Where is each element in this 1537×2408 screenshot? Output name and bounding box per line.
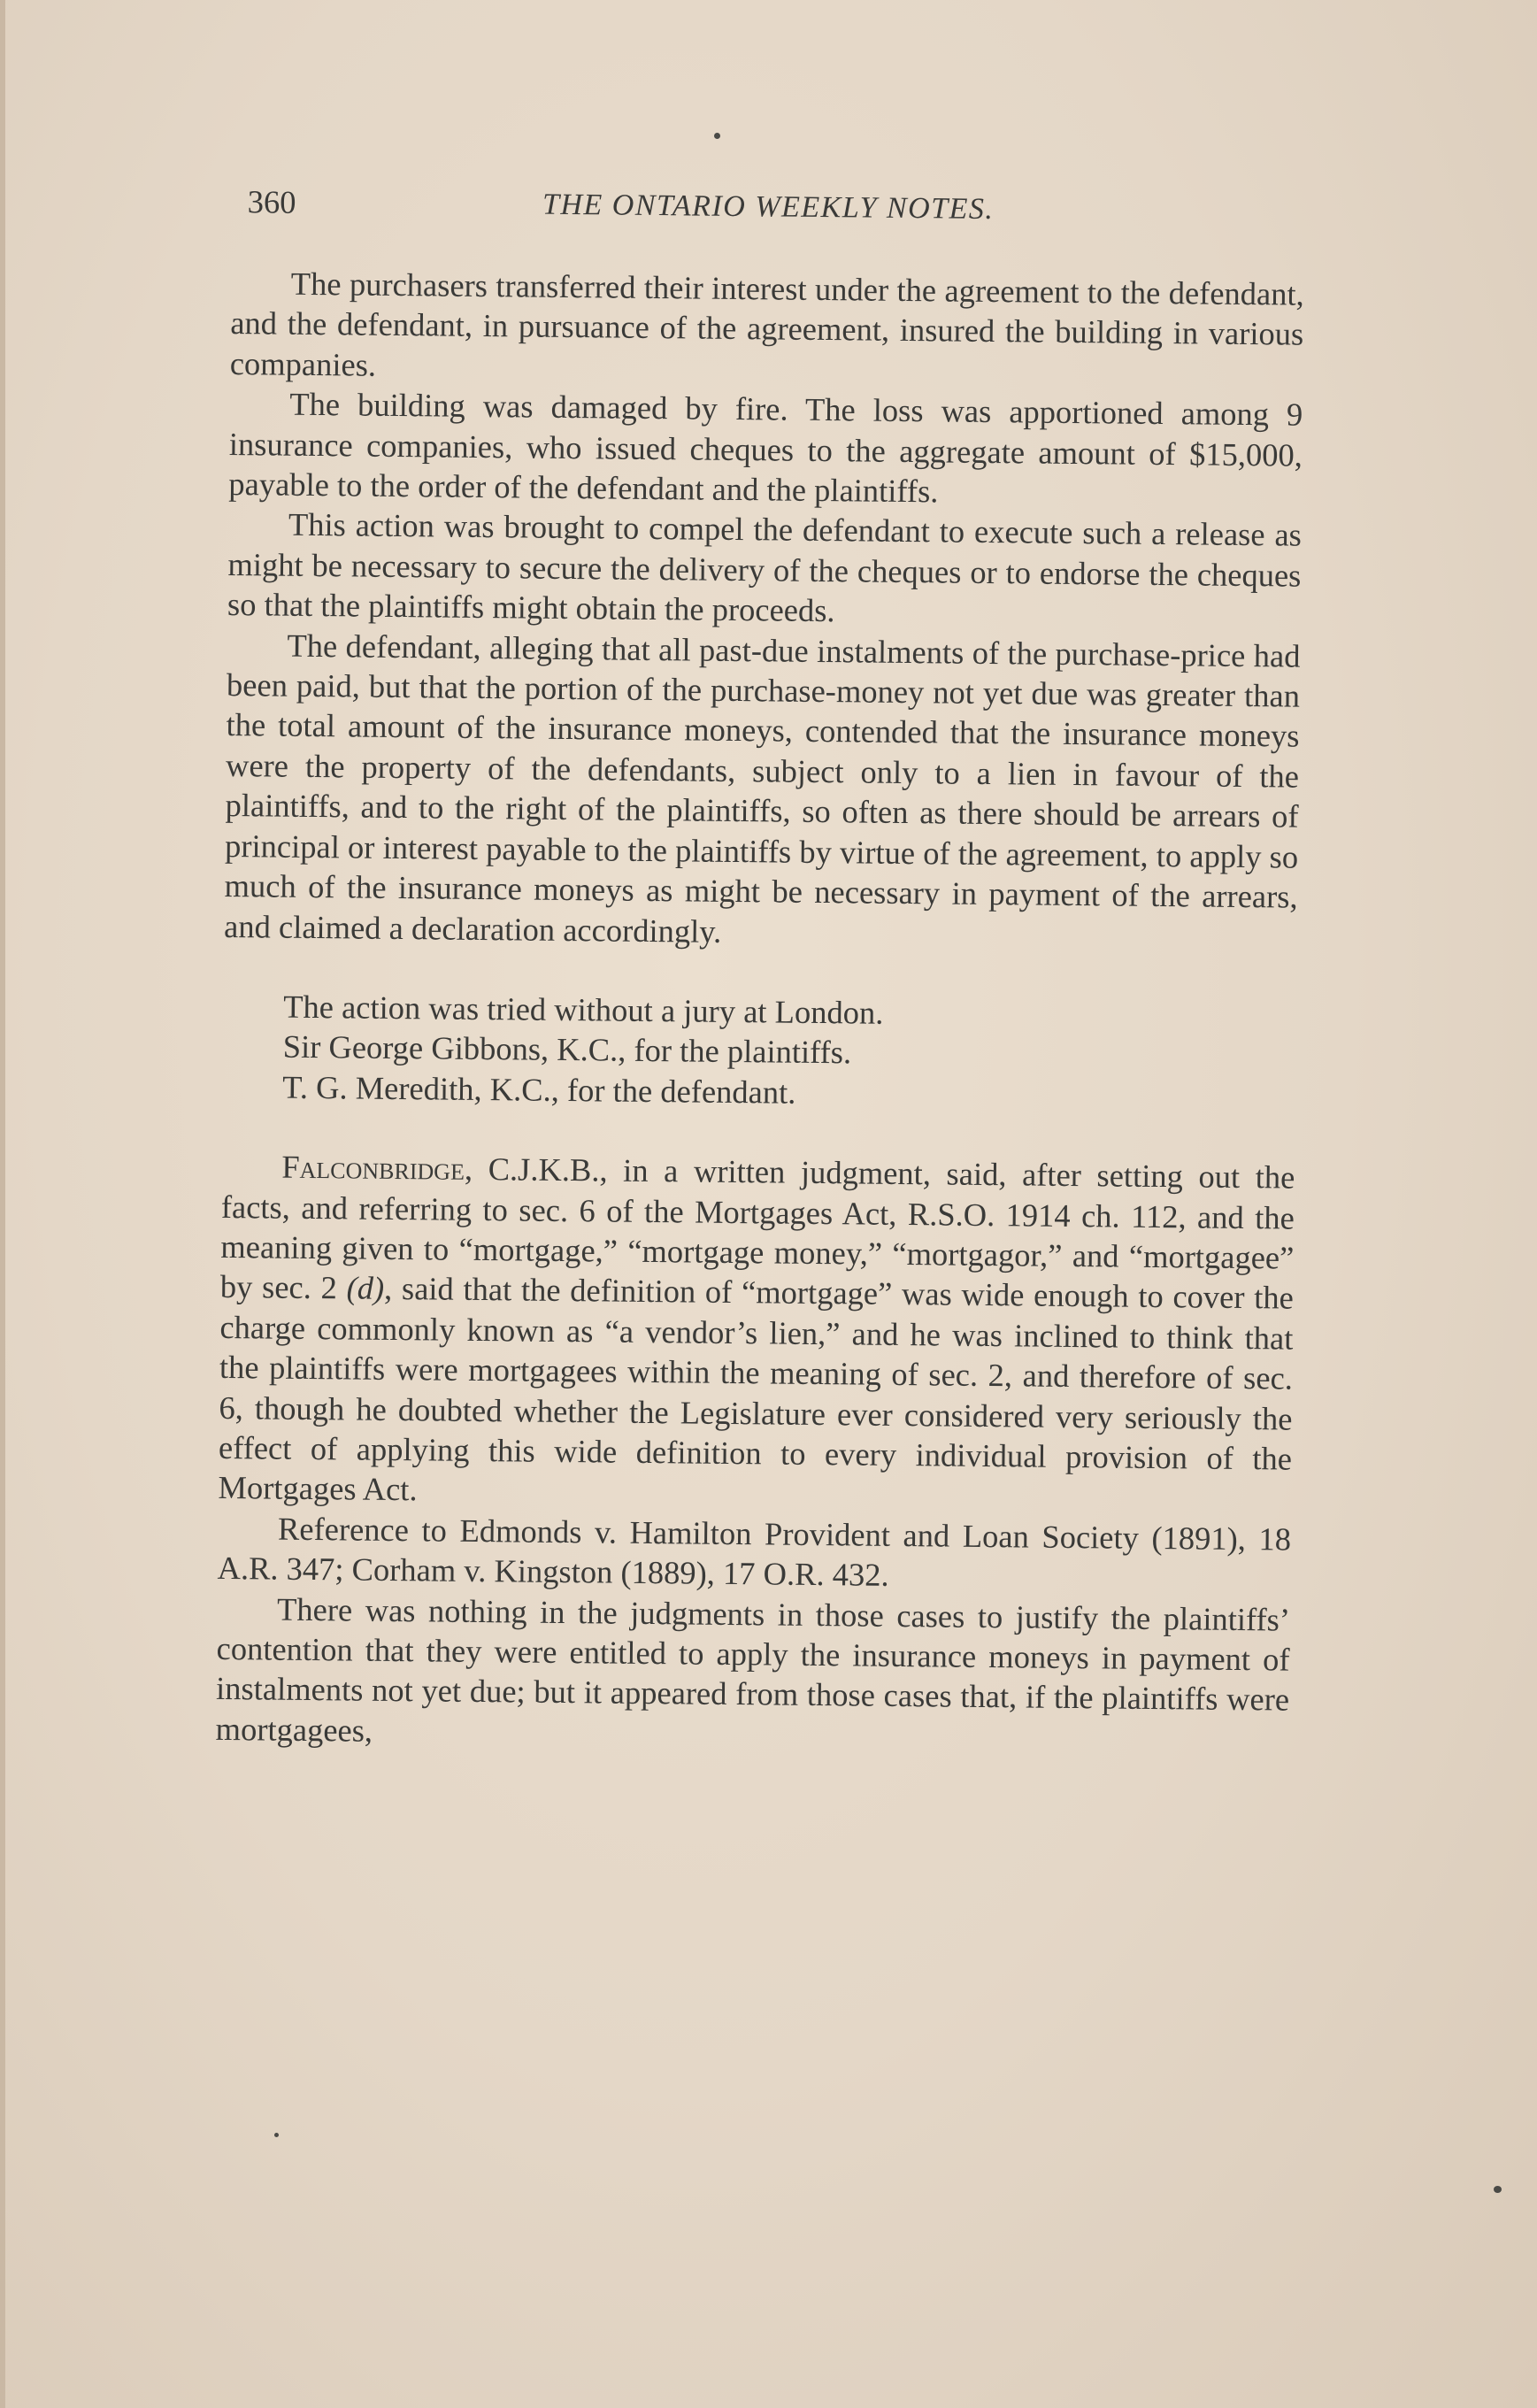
judge-name: Falconbridge xyxy=(281,1148,465,1187)
page-edge-shadow xyxy=(0,0,5,2408)
print-speck xyxy=(274,2133,279,2137)
plaintiffs-counsel: Sir George Gibbons, K.C., for the plaintiffs. xyxy=(282,1027,852,1071)
running-title: THE ONTARIO WEEKLY NOTES. xyxy=(542,188,995,227)
page-text xyxy=(215,181,1304,1760)
paragraph-transfer: The purchasers transferred their interest under the agreement to the defendant, and the defendant, in pursuance of the agreement, insured the building in various companies. xyxy=(229,265,1304,383)
page-header xyxy=(232,181,1305,234)
judgment-opening-rest: , said that the definition of “mortgage” was wide enough to cover the charge commonly known as “a vendor’s lien,” and he was inclined to think that the plaintiffs were mortgagees within the meaning of sec. 2, and therefore of sec. 6, though he doubted whether the Legislature ever considered very seriously the effect of applying this wide definition to every individual provision of the Mortgages Act. xyxy=(218,1270,1295,1508)
print-speck xyxy=(714,133,720,139)
print-speck xyxy=(1494,2186,1502,2193)
judgment-conclusion: There was nothing in the judgments in those cases to justify the plaintiffs’ contention that they were entitled to apply the insurance moneys in payment of instalments not yet due; but it appeared from those cases that, if the plaintiffs were mortgagees, xyxy=(215,1590,1291,1749)
paragraph-defendant-contention: The defendant, alleging that all past-due instalments of the purchase-price had been paid, but that the portion of the purchase-money not yet due was greater than the total amount of the insurance moneys, contended that the insurance moneys were the property of the defendants, subject only to a lien in favour of the plaintiffs, and to the right of the plaintiffs, so often as there should be arrears of principal or interest payable to the plaintiffs by virtue of the agreement, to apply so much of the insurance moneys as might be necessary in payment of the arrears, and claimed a declaration accordingly. xyxy=(223,627,1301,950)
clause-reference: (d) xyxy=(346,1269,385,1307)
page-number: 360 xyxy=(247,183,296,220)
paragraph-fire-loss: The building was damaged by fire. The loss was apportioned among 9 insurance companies, who issued cheques to the aggregate amount of $15,000, payable to the order of the defendant and the plaintiffs. xyxy=(228,385,1303,510)
judgment-opening-text: , C.J.K.B., in a written judgment, said, after setting out the facts, and referring to sec. 6 of the Mortgages Act, R.S.O. 1914 ch. 112, and the meaning given to “mortgage,” “mortgage money,” “mortgagor,” and “mortgagee” by sec. 2 xyxy=(219,1150,1295,1306)
paragraph-action: This action was brought to compel the defendant to execute such a release as might be necessary to secure the delivery of the cheques or to endorse the cheques so that the plaintiffs might obtain the proceeds. xyxy=(227,506,1303,629)
defendant-counsel: T. G. Meredith, K.C., for the defendant. xyxy=(282,1068,796,1111)
trial-venue: The action was tried without a jury at London. xyxy=(283,988,884,1031)
judgment-opening xyxy=(218,1146,1295,1519)
case-reference: Reference to Edmonds v. Hamilton Provident and Loan Society (1891), 18 A.R. 347; Corham v. Kingston (1889), 17 O.R. 432. xyxy=(217,1510,1292,1594)
